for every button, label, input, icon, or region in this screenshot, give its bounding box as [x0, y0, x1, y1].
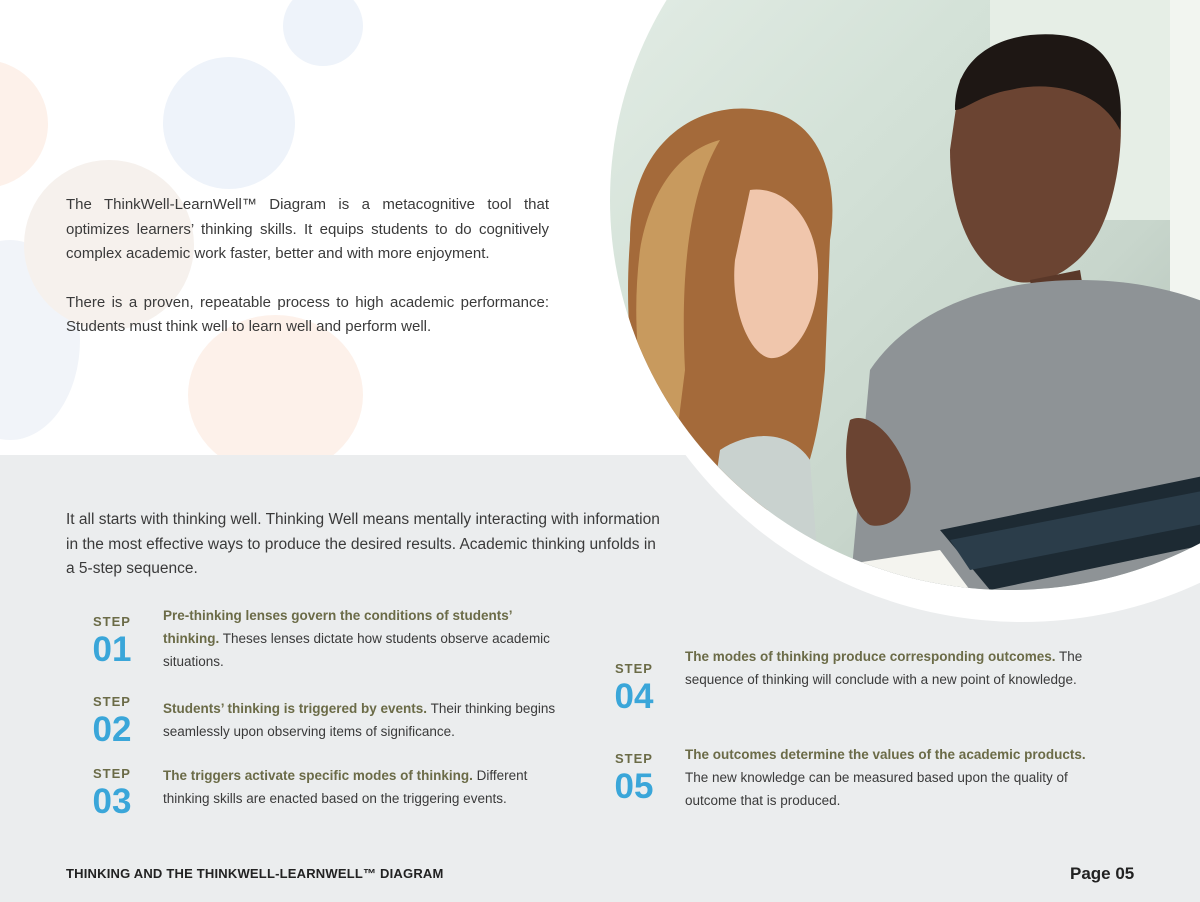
step-heading: The triggers activate specific modes of thinking.: [163, 768, 473, 783]
students-photo: [610, 0, 1200, 590]
step-heading: The outcomes determine the values of the academic products.: [685, 747, 1086, 762]
step-heading: Pre-thinking lenses govern the conditions of students’ thinking.: [163, 608, 512, 646]
step-heading: The modes of thinking produce corresponding outcomes.: [685, 649, 1056, 664]
lead-paragraph: It all starts with thinking well. Thinking Well means mentally interacting with information in the most effective ways to produce the desired results. Academic thinking unfolds in a 5-step sequence.: [66, 511, 660, 577]
step-body: The sequence of thinking will conclude with a new point of knowledge.: [685, 649, 1083, 687]
footer-title: THINKING AND THE THINKWELL-LEARNWELL™ DIAGRAM: [66, 866, 444, 881]
intro-text: [66, 193, 549, 340]
decorative-circle: [163, 57, 295, 189]
intro-paragraph-2: There is a proven, repeatable process to high academic performance: Students must think well to learn well and perform well.: [66, 293, 549, 335]
step-description: [163, 764, 563, 810]
step-description: [685, 743, 1105, 812]
step-description: [685, 645, 1105, 691]
step-body: Their thinking begins seamlessly upon observing items of significance.: [163, 701, 556, 739]
step-heading: Students’ thinking is triggered by events.: [163, 701, 428, 716]
page-number: Page 05: [1070, 864, 1135, 883]
step-body: Theses lenses dictate how students observe academic situations.: [163, 631, 550, 669]
step-number: 05: [614, 767, 654, 806]
step-label: STEP: [93, 614, 131, 629]
intro-paragraph-1: The ThinkWell-LearnWell™ Diagram is a metacognitive tool that optimizes learners’ thinking skills. It equips students to do cognitively complex academic work faster, better and with more enjoyment.: [66, 196, 549, 262]
step-label: STEP: [615, 751, 653, 766]
step-number: 01: [92, 630, 132, 669]
decorative-circle: [0, 60, 48, 188]
step-number: 03: [92, 782, 132, 821]
step-label: STEP: [93, 694, 131, 709]
step-description: [163, 697, 563, 743]
step-description: [163, 604, 563, 673]
step-body: The new knowledge can be measured based upon the quality of outcome that is produced.: [685, 770, 1068, 808]
step-body: Different thinking skills are enacted based on the triggering events.: [163, 768, 528, 806]
step-number: 02: [92, 710, 132, 749]
step-number: 04: [614, 677, 654, 716]
step-label: STEP: [615, 661, 653, 676]
step-label: STEP: [93, 766, 131, 781]
decorative-circle: [283, 0, 363, 66]
